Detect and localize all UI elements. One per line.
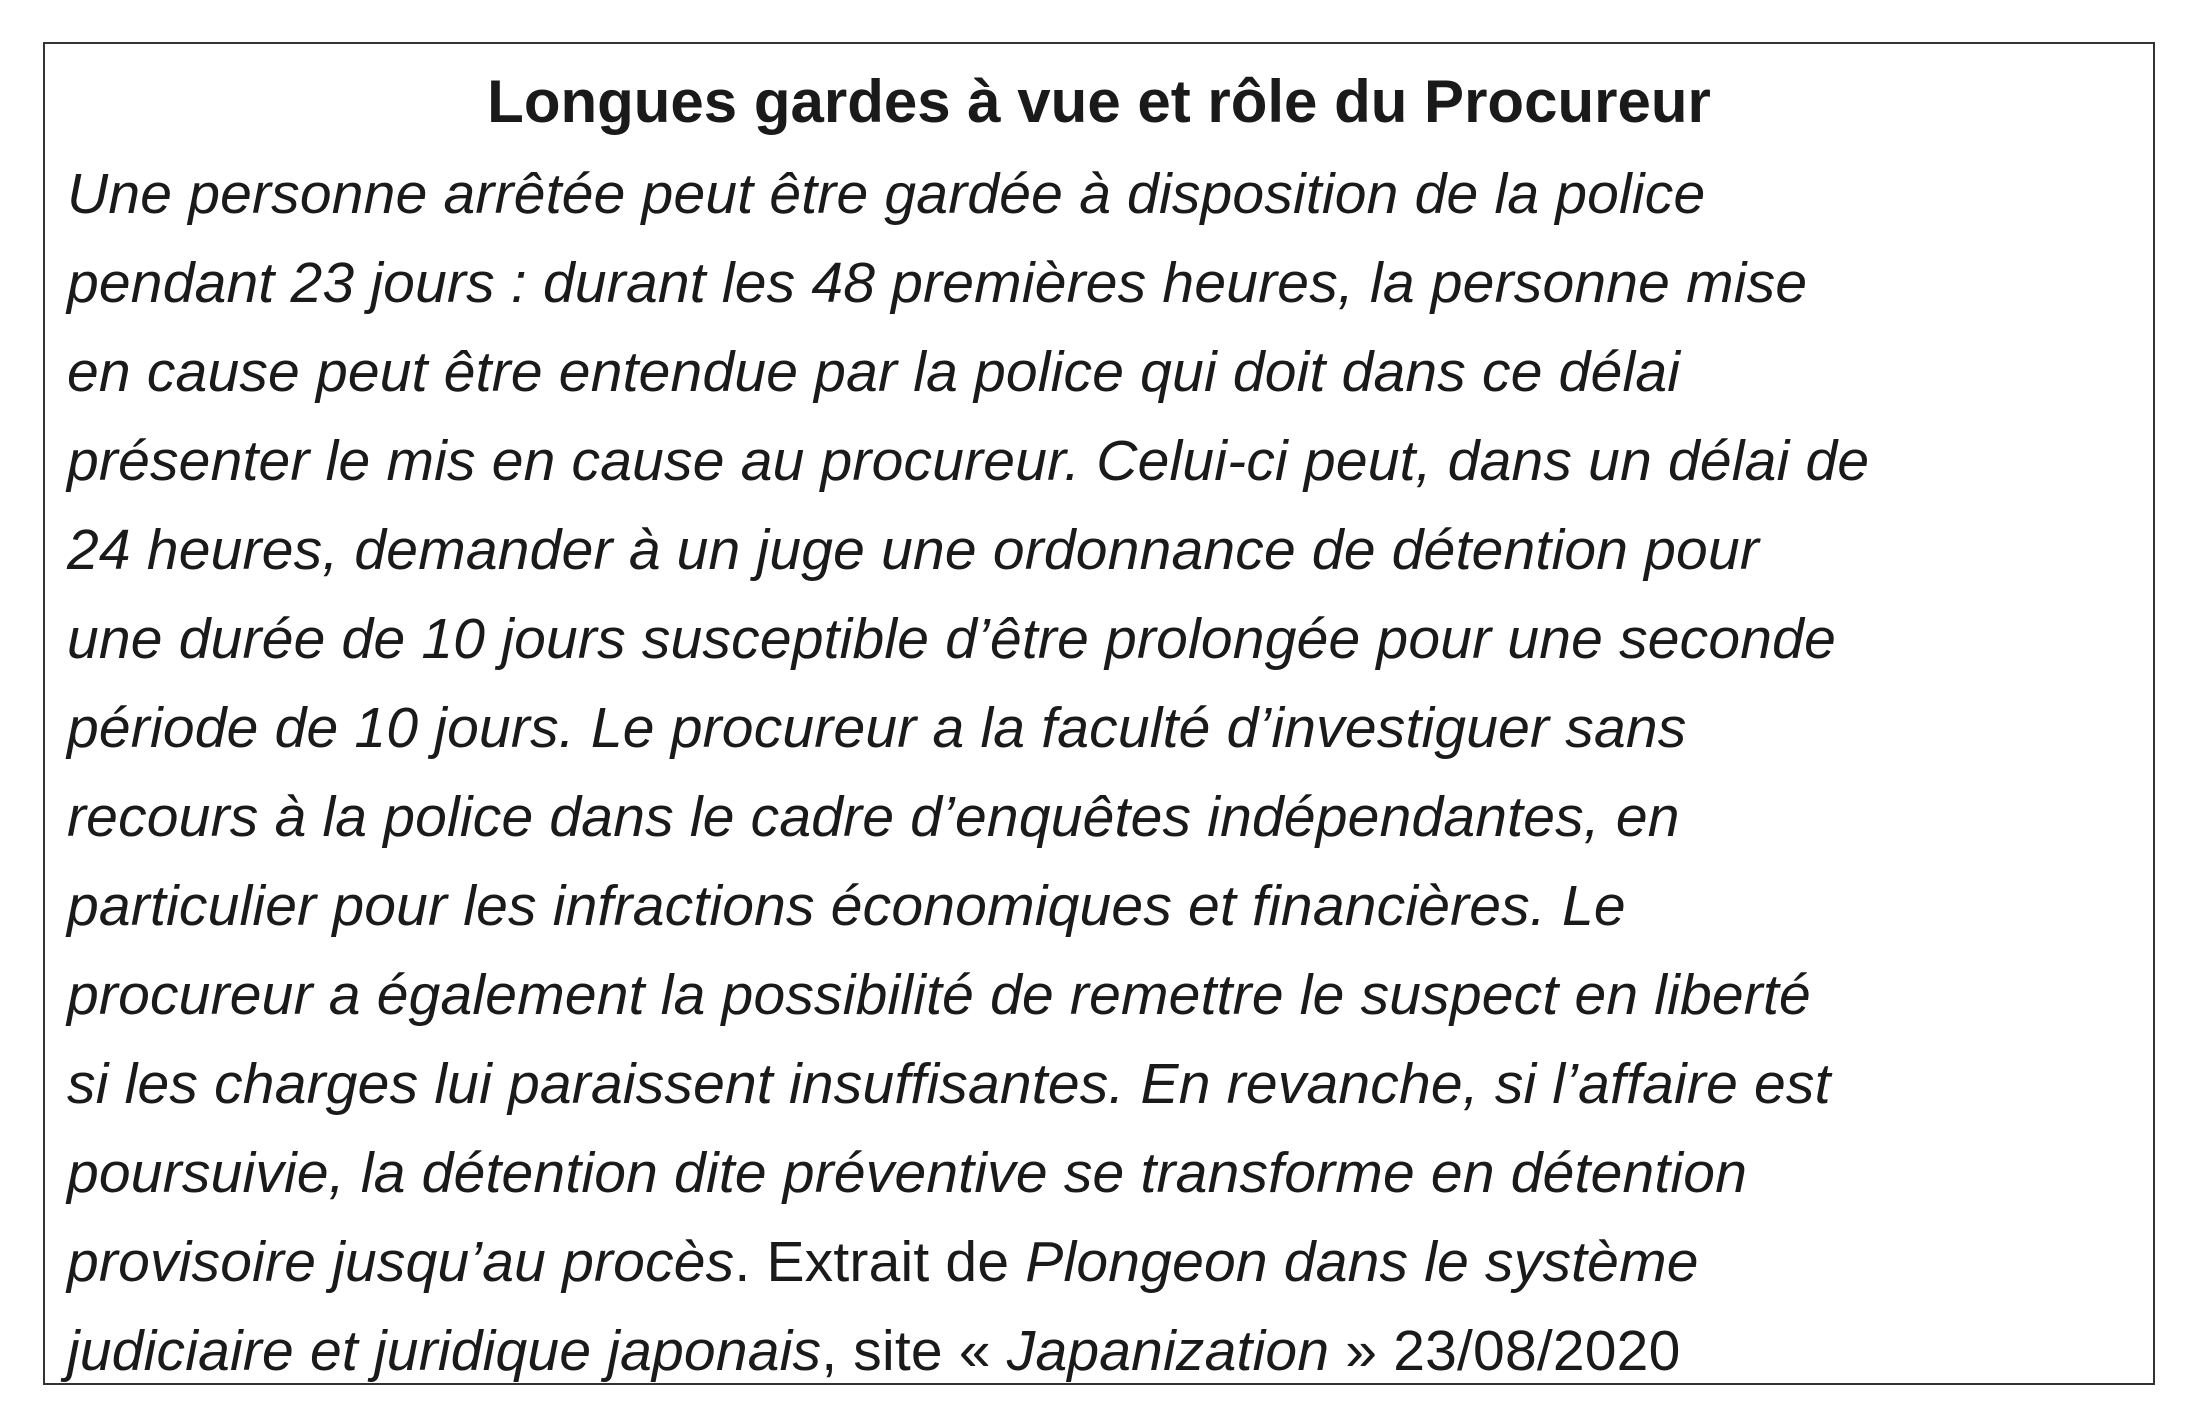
source-line-2	[67, 1307, 2137, 1396]
quote-end-text: provisoire jusqu’au procès	[67, 1230, 735, 1294]
text-box	[43, 42, 2155, 1385]
text-line: si les charges lui paraissent insuffisantes. En revanche, si l’affaire est	[67, 1052, 1831, 1116]
source-line-1	[67, 1218, 2137, 1307]
text-line: Une personne arrêtée peut être gardée à disposition de la police	[67, 162, 1706, 226]
source-title-part-1: Plongeon dans le système	[1025, 1230, 1699, 1294]
text-line: procureur a également la possibilité de remettre le suspect en liberté	[67, 963, 1811, 1027]
source-site-name: Japanization	[1006, 1319, 1330, 1383]
source-title-part-2: judiciaire et juridique japonais	[67, 1319, 822, 1383]
box-title: Longues gardes à vue et rôle du Procureur	[487, 68, 1711, 135]
text-line: particulier pour les infractions économiques et financières. Le	[67, 874, 1626, 938]
text-line: une durée de 10 jours susceptible d’être prolongée pour une seconde	[67, 607, 1836, 671]
text-line: 24 heures, demander à un juge une ordonnance de détention pour	[67, 518, 1760, 582]
text-line: présenter le mis en cause au procureur. Celui-ci peut, dans un délai de	[67, 429, 1870, 493]
source-prefix: . Extrait de	[734, 1230, 1026, 1294]
text-line: période de 10 jours. Le procureur a la faculté d’investiguer sans	[67, 696, 1687, 760]
text-line: poursuivie, la détention dite préventive se transforme en détention	[67, 1141, 1748, 1205]
text-line: recours à la police dans le cadre d’enquêtes indépendantes, en	[67, 785, 1680, 849]
text-line: pendant 23 jours : durant les 48 premières heures, la personne mise	[67, 251, 1808, 315]
quote-text	[67, 150, 2137, 1396]
source-site-prefix: , site «	[821, 1319, 1007, 1383]
source-date: » 23/08/2020	[1329, 1319, 1681, 1383]
text-line: en cause peut être entendue par la police qui doit dans ce délai	[67, 340, 1681, 404]
